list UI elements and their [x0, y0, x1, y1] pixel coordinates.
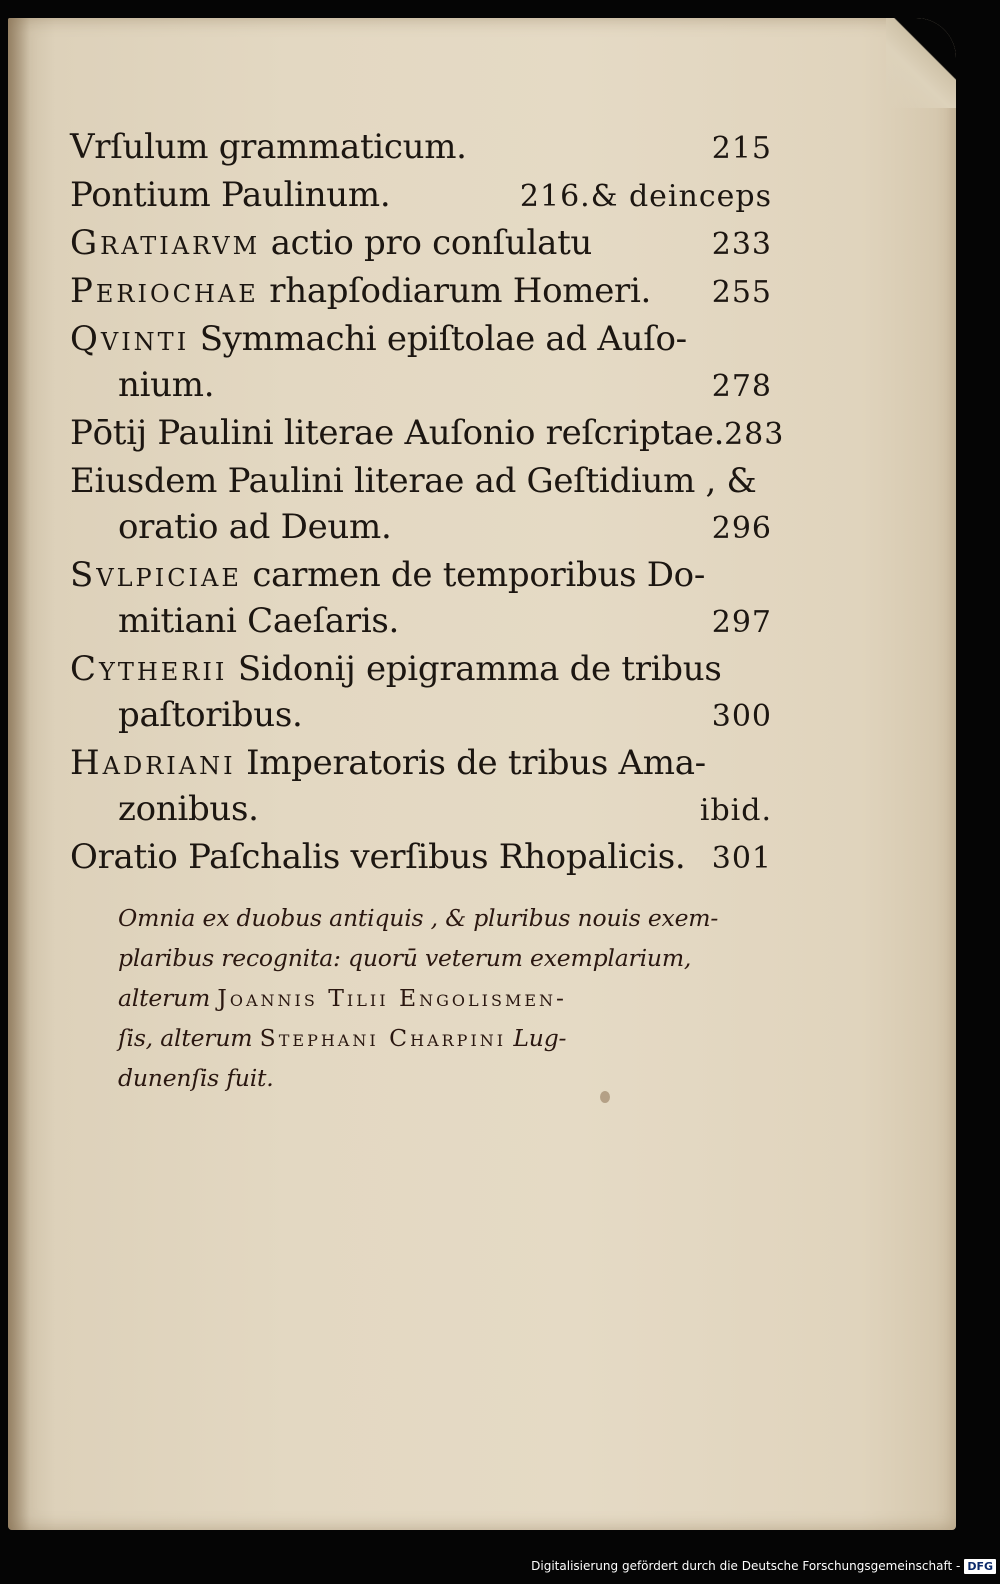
toc-page-number: 301: [711, 841, 772, 876]
toc-line: [70, 172, 772, 220]
note-line: dunenſis fuit.: [118, 1064, 274, 1092]
toc-page-number: ibid.: [699, 793, 772, 828]
toc-title-text: Eiusdem Paulini literae ad Geſtidium , &: [70, 461, 757, 501]
toc-title-smallcaps: Periochae: [70, 271, 259, 311]
toc-title-text: Pontium Paulinum.: [70, 175, 391, 215]
toc-entry: [70, 740, 772, 834]
toc-title-text: Imperatoris de tribus Ama-: [235, 743, 706, 783]
toc-title-smallcaps: Gratiarvm: [70, 223, 261, 263]
toc-title-smallcaps: Qvinti: [70, 319, 190, 359]
toc-title-text: Oratio Paſchalis verſibus Rhopalicis.: [70, 837, 686, 877]
dfg-logo-icon: DFG: [964, 1559, 996, 1574]
toc-title: [70, 124, 467, 170]
toc-line: [70, 504, 772, 552]
toc-title-text: Sidonij epigramma de tribus: [227, 649, 722, 689]
toc-title-text: nium.: [118, 365, 215, 405]
toc-title-text: actio pro conſulatu: [260, 223, 593, 263]
toc-title: [118, 598, 399, 644]
toc-title-text: Vrſulum grammaticum.: [70, 127, 467, 167]
toc-line: [70, 316, 772, 362]
toc-title-text: Symmachi epiſtolae ad Auſo-: [189, 319, 687, 359]
toc-line: [70, 646, 772, 692]
toc-title: [118, 786, 259, 832]
toc-title-text: rhapſodiarum Homeri.: [258, 271, 652, 311]
toc-page-number: 255: [711, 275, 772, 310]
toc-entry: [70, 124, 772, 172]
toc-title: [70, 316, 687, 362]
toc-page-number: 283: [724, 417, 785, 452]
toc-entry: [70, 316, 772, 410]
folded-corner: [886, 18, 956, 108]
toc-title-smallcaps: Hadriani: [70, 743, 236, 783]
toc-entry: [70, 834, 772, 882]
toc-title-smallcaps: Svlpiciae: [70, 555, 242, 595]
toc-line: [70, 362, 772, 410]
toc-page-number: 297: [711, 605, 772, 640]
note-line: [118, 978, 778, 1018]
toc-page-number: 233: [711, 227, 772, 262]
toc-title: [70, 220, 592, 266]
toc-line: [70, 124, 772, 172]
toc-title: [118, 692, 303, 738]
toc-title: [70, 834, 685, 880]
toc-entry: [70, 172, 772, 220]
note-smallcaps: Joannis Tilii Engolismen-: [217, 984, 567, 1012]
note-line: plaribus recognita: quorū veterum exemplarium,: [118, 944, 692, 972]
toc-title-text: Pōtij Paulini literae Auſonio reſcriptae.: [70, 413, 725, 453]
toc-line: [70, 740, 772, 786]
editorial-note: [118, 898, 778, 1098]
toc-line: [70, 598, 772, 646]
toc-title: [70, 552, 705, 598]
toc-title: [70, 172, 390, 218]
toc-line: [70, 458, 772, 504]
toc-line: [70, 220, 772, 268]
toc-title: [118, 362, 214, 408]
toc-title-text: oratio ad Deum.: [118, 507, 392, 547]
toc-page-number: 216.& deinceps: [519, 179, 772, 214]
toc-line: [70, 786, 772, 834]
toc-page-number: 300: [711, 699, 772, 734]
toc-line: [70, 552, 772, 598]
toc-entry: [70, 220, 772, 268]
toc-page-number: 296: [711, 511, 772, 546]
toc-entry: [70, 410, 785, 458]
note-line: [118, 1018, 778, 1058]
toc-page-number: 278: [711, 369, 772, 404]
table-of-contents: [70, 124, 785, 882]
book-page: [8, 18, 956, 1530]
toc-title: [70, 646, 722, 692]
toc-title: [70, 268, 651, 314]
toc-title-text: paſtoribus.: [118, 695, 303, 735]
note-smallcaps: Stephani Charpini: [259, 1024, 507, 1052]
toc-title: [118, 504, 391, 550]
toc-entry: [70, 646, 772, 740]
toc-title: [70, 458, 757, 504]
note-text: Lug-: [506, 1024, 567, 1052]
note-text: alterum: [118, 984, 218, 1012]
credit-text: Digitalisierung gefördert durch die Deutsche Forschungsgemeinschaft -: [531, 1559, 961, 1573]
toc-entry: [70, 458, 772, 552]
toc-line: [70, 410, 785, 458]
toc-entry: [70, 268, 772, 316]
toc-line: [70, 834, 772, 882]
toc-line: [70, 268, 772, 316]
note-line: Omnia ex duobus antiquis , & pluribus nouis exem-: [118, 904, 719, 932]
toc-title-text: mitiani Caeſaris.: [118, 601, 400, 641]
toc-title-text: carmen de temporibus Do-: [241, 555, 706, 595]
toc-page-number: 215: [711, 131, 772, 166]
note-text: ſis, alterum: [118, 1024, 260, 1052]
toc-title: [70, 740, 706, 786]
toc-title: [70, 410, 724, 456]
toc-entry: [70, 552, 772, 646]
toc-line: [70, 692, 772, 740]
digitization-credit: [531, 1554, 1000, 1578]
toc-title-text: zonibus.: [118, 789, 259, 829]
toc-title-smallcaps: Cytherii: [70, 649, 228, 689]
